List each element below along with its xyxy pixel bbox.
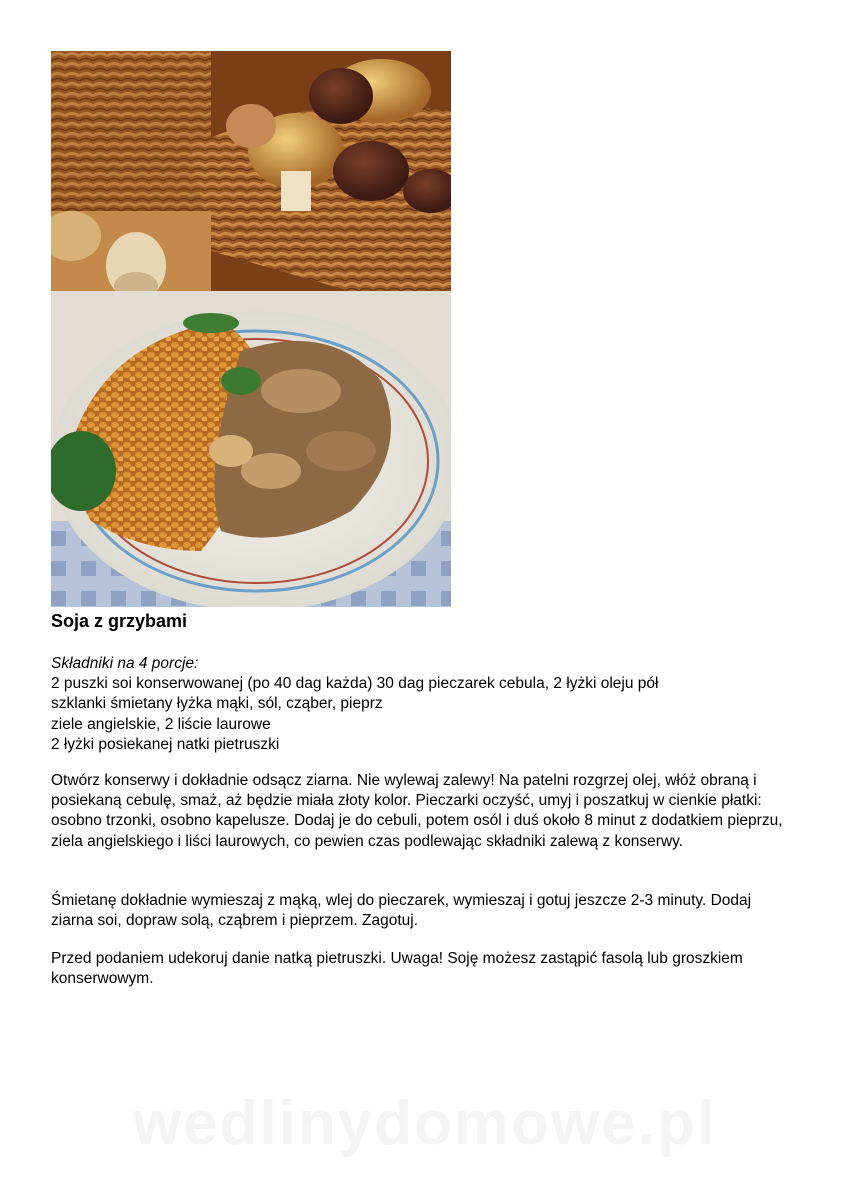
site-watermark: wedlinydomowe.pl	[132, 1089, 717, 1158]
instructions-paragraph-2: Śmietanę dokładnie wymieszaj z mąką, wlej do pieczarek, wymieszaj i gotuj jeszcze 2-3 minuty. Dodaj ziarna soi, dopraw solą, cząbrem i pieprzem. Zagotuj.	[51, 892, 752, 930]
instructions-paragraph-1: Otwórz konserwy i dokładnie odsącz ziarna. Nie wylewaj zalewy! Na patelni rozgrzej olej, włóż obraną i posiekaną cebulę, smaż, aż będzie miała złoty kolor. Pieczarki oczyść, umyj i poszatkuj w cienkie płatki: osobno trzonki, osobno kapelusze. Dodaj je do cebuli, potem osól i duś około 8 minut z dodatkiem pieprzu, ziela angielskiego i liści laurowych, co pewien czas podlewając składniki zalewą z konserwy.	[51, 772, 783, 850]
ingredients-line: 2 puszki soi konserwowanej (po 40 dag każda) 30 dag pieczarek cebula, 2 łyżki oleju pół	[51, 675, 659, 693]
recipe-photo-illustration	[51, 51, 451, 607]
ingredients-line: 2 łyżki posiekanej natki pietruszki	[51, 735, 280, 753]
instructions-paragraph-3: Przed podaniem udekoruj danie natką pietruszki. Uwaga! Soję możesz zastąpić fasolą lub groszkiem konserwowym.	[51, 950, 743, 988]
ingredients-line: szklanki śmietany łyżka mąki, sól, cząber, pieprz	[51, 695, 383, 713]
ingredients-heading: Składniki na 4 porcje:	[51, 655, 199, 672]
ingredients-section	[51, 654, 791, 755]
recipe-photo	[51, 51, 451, 607]
recipe-title: Soja z grzybami	[51, 611, 188, 631]
ingredients-line: ziele angielskie, 2 liście laurowe	[51, 715, 271, 733]
